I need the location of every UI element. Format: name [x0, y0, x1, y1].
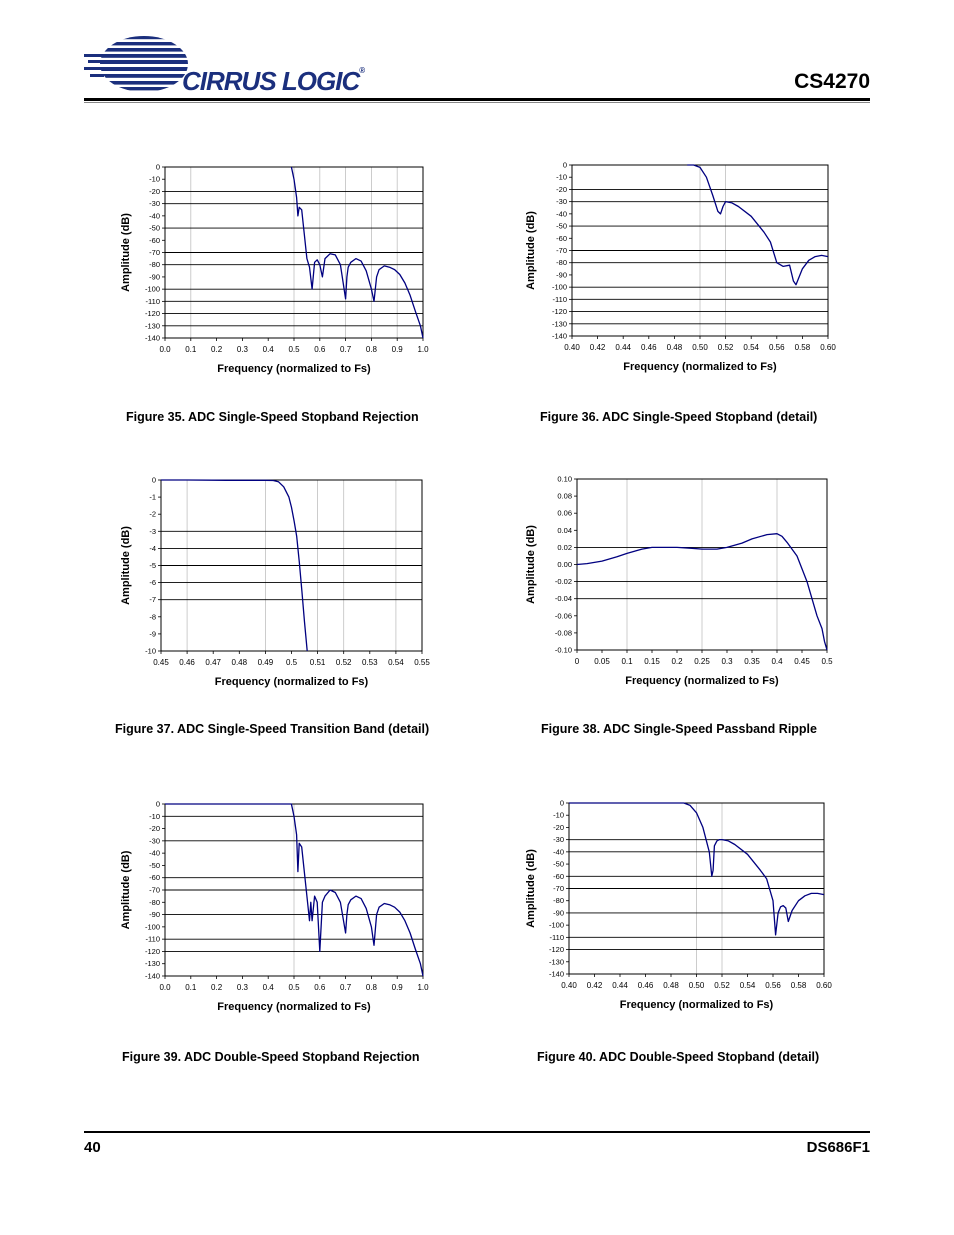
x-tick-label: 0.51	[309, 658, 326, 667]
x-axis-label: Frequency (normalized to Fs)	[217, 1001, 371, 1013]
y-tick-label: -110	[549, 932, 564, 942]
y-tick-label: -60	[553, 871, 564, 881]
y-tick-label: -7	[149, 595, 156, 605]
y-tick-label: -90	[149, 272, 160, 282]
y-tick-label: -40	[149, 211, 160, 221]
x-tick-label: 0.4	[262, 345, 274, 354]
y-axis-label: Amplitude (dB)	[525, 211, 537, 290]
y-tick-label: -100	[551, 282, 567, 292]
chart-svg	[520, 470, 840, 700]
x-tick-label: 0.3	[721, 657, 733, 666]
x-tick-label: 0.56	[765, 981, 781, 990]
figure-36-chart	[520, 155, 840, 385]
response-line	[687, 165, 828, 285]
figure-37-chart	[115, 470, 435, 700]
y-tick-label: -140	[548, 969, 564, 979]
y-tick-label: -100	[548, 920, 564, 930]
document-id: DS686F1	[806, 1139, 870, 1156]
x-tick-label: 0.4	[262, 983, 274, 992]
y-tick-label: -20	[553, 822, 564, 832]
brand-name: CIRRUS LOGIC®	[182, 66, 365, 96]
header-rule-thin	[84, 102, 870, 103]
page-number: 40	[84, 1139, 101, 1156]
y-tick-label: -130	[144, 321, 160, 331]
x-tick-label: 0.52	[335, 658, 352, 667]
x-tick-label: 0.25	[694, 657, 710, 666]
x-tick-label: 0.0	[159, 345, 171, 354]
x-tick-label: 0.48	[666, 343, 683, 352]
y-tick-label: 0	[559, 798, 564, 808]
x-tick-label: 0.8	[365, 345, 377, 354]
x-tick-label: 0	[574, 657, 580, 666]
y-tick-label: -100	[144, 922, 160, 932]
x-tick-label: 0.7	[340, 345, 352, 354]
x-tick-label: 0.9	[391, 345, 403, 354]
y-tick-label: -80	[149, 260, 160, 270]
y-tick-label: -30	[553, 835, 564, 845]
x-tick-label: 0.1	[621, 657, 633, 666]
y-tick-label: -50	[149, 223, 160, 233]
x-tick-label: 0.50	[692, 343, 708, 352]
x-tick-label: 0.47	[205, 658, 221, 667]
y-tick-label: 0	[155, 162, 160, 172]
y-tick-label: 0.10	[557, 474, 572, 484]
y-tick-label: -130	[548, 957, 564, 967]
x-tick-label: 0.53	[362, 658, 378, 667]
y-tick-label: 0.02	[557, 542, 572, 552]
x-tick-label: 0.42	[589, 343, 606, 352]
y-tick-label: -0.02	[554, 577, 572, 587]
y-tick-label: -70	[149, 248, 160, 257]
chart-svg	[115, 155, 435, 385]
x-tick-label: 1.0	[417, 983, 429, 992]
x-tick-label: 0.44	[612, 981, 628, 990]
y-tick-label: -40	[556, 209, 567, 219]
y-tick-label: -130	[144, 959, 160, 969]
y-tick-label: -70	[149, 885, 160, 895]
x-tick-label: 0.40	[561, 981, 577, 990]
figure-39-chart	[115, 793, 435, 1023]
y-tick-label: -60	[556, 233, 567, 243]
y-tick-label: -0.06	[554, 611, 572, 621]
y-tick-label: -30	[149, 836, 160, 846]
y-tick-label: 0	[151, 475, 156, 485]
y-tick-label: -10	[145, 646, 156, 656]
y-tick-label: -130	[551, 319, 567, 329]
y-tick-label: -60	[149, 873, 160, 883]
figure-36-caption: Figure 36. ADC Single-Speed Stopband (detail)	[540, 410, 818, 424]
y-axis-label: Amplitude (dB)	[525, 525, 537, 604]
x-tick-label: 0.5	[288, 983, 300, 992]
x-tick-label: 0.52	[714, 981, 730, 990]
x-tick-label: 0.60	[820, 343, 836, 352]
y-tick-label: 0	[155, 799, 160, 809]
x-tick-label: 0.58	[790, 981, 807, 990]
y-tick-label: -40	[553, 847, 564, 857]
y-tick-label: -120	[144, 309, 160, 319]
chart-svg	[115, 793, 435, 1023]
x-tick-label: 0.4	[771, 657, 783, 666]
y-tick-label: -20	[149, 186, 160, 196]
x-tick-label: 0.5	[285, 658, 298, 667]
x-tick-label: 0.46	[179, 658, 195, 667]
x-tick-label: 0.1	[185, 983, 197, 992]
x-axis-label: Frequency (normalized to Fs)	[619, 999, 774, 1011]
x-tick-label: 0.45	[794, 657, 810, 666]
x-axis-label: Frequency (normalized to Fs)	[214, 676, 369, 688]
y-tick-label: -50	[556, 221, 567, 231]
y-tick-label: -50	[553, 859, 564, 869]
y-tick-label: -140	[144, 333, 160, 343]
x-tick-label: 0.2	[671, 657, 683, 666]
y-tick-label: -60	[149, 235, 160, 245]
y-tick-label: -100	[144, 284, 160, 294]
y-tick-label: -10	[556, 172, 567, 182]
y-tick-label: -110	[552, 294, 567, 304]
y-tick-label: -110	[145, 296, 160, 306]
figure-35-chart	[115, 155, 435, 385]
x-tick-label: 0.48	[231, 658, 248, 667]
y-tick-label: -110	[145, 934, 160, 944]
x-tick-label: 0.46	[637, 981, 654, 990]
x-tick-label: 0.54	[388, 658, 404, 667]
figure-37-caption: Figure 37. ADC Single-Speed Transition Band (detail)	[115, 722, 430, 736]
x-tick-label: 0.56	[769, 343, 785, 352]
y-tick-label: 0.00	[557, 560, 572, 569]
x-tick-label: 0.3	[236, 345, 248, 354]
y-tick-label: -8	[149, 612, 156, 622]
x-tick-label: 0.54	[743, 343, 759, 352]
y-tick-label: -1	[149, 492, 156, 502]
x-tick-label: 0.0	[159, 983, 171, 992]
x-tick-label: 0.58	[794, 343, 811, 352]
y-tick-label: -10	[149, 811, 160, 821]
x-tick-label: 0.5	[821, 657, 833, 666]
y-tick-label: -30	[556, 197, 567, 207]
x-tick-label: 0.05	[594, 657, 610, 666]
y-tick-label: -0.08	[554, 628, 572, 638]
y-tick-label: -90	[553, 908, 564, 918]
figure-38-chart	[520, 470, 840, 700]
y-tick-label: -6	[149, 578, 156, 588]
x-tick-label: 0.60	[816, 981, 832, 990]
x-tick-label: 0.45	[153, 658, 169, 667]
y-tick-label: 0.04	[557, 525, 572, 535]
y-tick-label: -120	[548, 945, 564, 955]
y-tick-label: -5	[149, 561, 156, 570]
y-tick-label: -70	[556, 246, 567, 255]
part-number: CS4270	[794, 70, 870, 93]
y-tick-label: -40	[149, 848, 160, 858]
y-tick-label: 0.06	[557, 508, 572, 518]
x-tick-label: 0.6	[314, 983, 326, 992]
y-tick-label: -70	[553, 884, 564, 893]
figure-35-caption: Figure 35. ADC Single-Speed Stopband Rejection	[126, 410, 419, 424]
x-tick-label: 0.35	[744, 657, 760, 666]
y-tick-label: -120	[551, 307, 567, 317]
y-tick-label: -80	[149, 897, 160, 907]
figure-40-chart	[520, 793, 840, 1023]
x-tick-label: 0.42	[586, 981, 603, 990]
x-tick-label: 0.44	[615, 343, 631, 352]
y-tick-label: -0.10	[554, 645, 572, 655]
x-tick-label: 0.40	[564, 343, 580, 352]
x-tick-label: 0.7	[340, 983, 352, 992]
y-axis-label: Amplitude (dB)	[120, 213, 132, 292]
x-axis-label: Frequency (normalized to Fs)	[217, 363, 371, 375]
x-tick-label: 0.50	[688, 981, 705, 990]
y-tick-label: -3	[149, 526, 156, 536]
x-tick-label: 0.2	[211, 345, 223, 354]
x-tick-label: 0.49	[257, 658, 274, 667]
footer-rule	[84, 1131, 870, 1133]
y-tick-label: -10	[553, 810, 564, 820]
header-rule	[84, 98, 870, 101]
y-tick-label: -9	[149, 629, 156, 639]
y-tick-label: -80	[553, 896, 564, 906]
x-axis-label: Frequency (normalized to Fs)	[625, 675, 779, 687]
x-tick-label: 0.5	[288, 345, 300, 354]
figure-39-caption: Figure 39. ADC Double-Speed Stopband Rejection	[122, 1050, 420, 1064]
y-axis-label: Amplitude (dB)	[120, 526, 132, 605]
x-tick-label: 0.15	[644, 657, 660, 666]
y-tick-label: -4	[149, 543, 156, 553]
y-tick-label: -20	[556, 184, 567, 194]
y-axis-label: Amplitude (dB)	[120, 850, 132, 930]
x-tick-label: 0.48	[663, 981, 679, 990]
y-tick-label: -120	[144, 946, 160, 956]
y-tick-label: -10	[149, 174, 160, 184]
y-tick-label: 0	[562, 160, 567, 170]
figure-38-caption: Figure 38. ADC Single-Speed Passband Ripple	[541, 722, 817, 736]
chart-svg	[115, 470, 435, 700]
x-tick-label: 0.9	[391, 983, 403, 992]
x-tick-label: 0.52	[717, 343, 734, 352]
x-tick-label: 0.55	[414, 658, 430, 667]
chart-svg	[520, 793, 840, 1023]
y-axis-label: Amplitude (dB)	[525, 849, 537, 928]
x-tick-label: 0.2	[211, 983, 223, 992]
x-tick-label: 0.8	[365, 983, 377, 992]
y-tick-label: -80	[556, 258, 567, 268]
y-tick-label: -2	[149, 509, 156, 519]
y-tick-label: -90	[149, 910, 160, 920]
x-tick-label: 0.6	[314, 345, 326, 354]
x-tick-label: 0.1	[185, 345, 197, 354]
y-tick-label: -50	[149, 860, 160, 870]
y-tick-label: -20	[149, 824, 160, 834]
chart-svg	[520, 155, 840, 385]
y-tick-label: -0.04	[554, 594, 572, 604]
x-tick-label: 0.54	[739, 981, 756, 990]
figure-40-caption: Figure 40. ADC Double-Speed Stopband (detail)	[537, 1050, 820, 1064]
x-axis-label: Frequency (normalized to Fs)	[623, 361, 777, 373]
y-tick-label: -140	[144, 971, 160, 981]
y-tick-label: 0.08	[557, 491, 572, 501]
y-tick-label: -90	[556, 270, 567, 280]
x-tick-label: 0.3	[236, 983, 248, 992]
x-tick-label: 0.46	[641, 343, 657, 352]
y-tick-label: -140	[551, 331, 567, 341]
y-tick-label: -30	[149, 199, 160, 209]
x-tick-label: 1.0	[417, 345, 429, 354]
